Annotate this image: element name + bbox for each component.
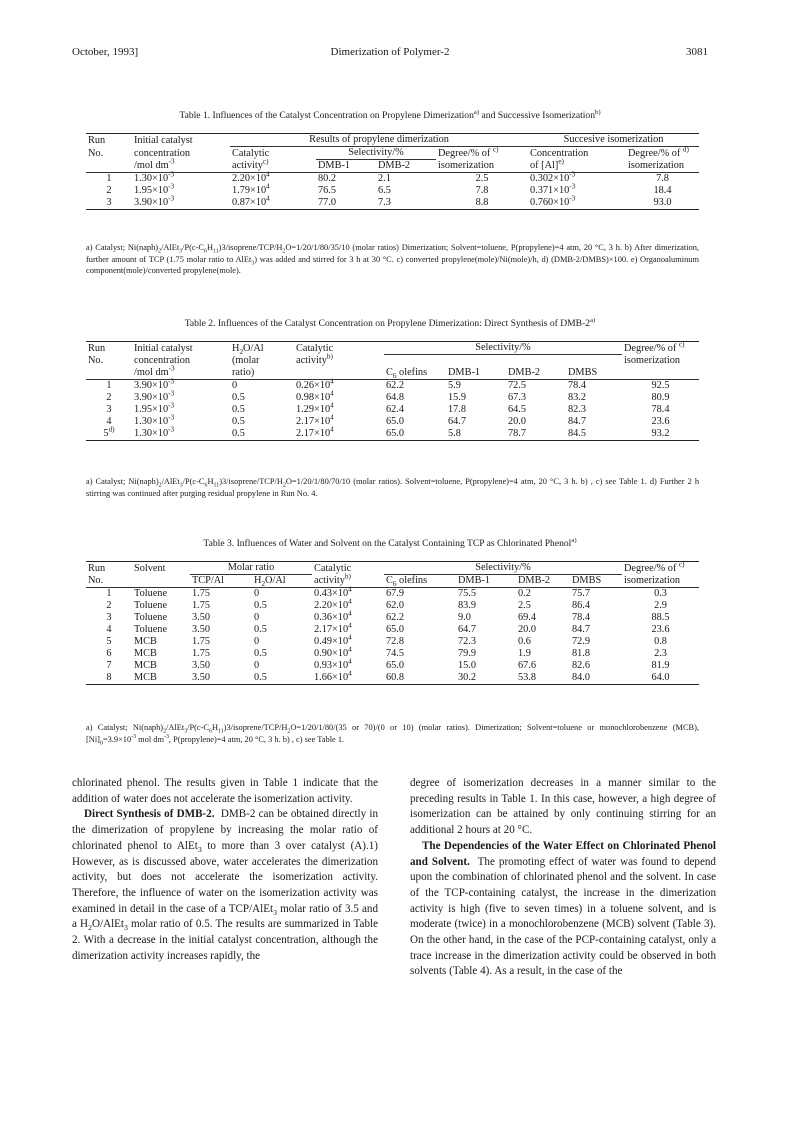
table3-cell: 65.0 bbox=[386, 660, 405, 671]
table3-cell: 0 bbox=[254, 612, 260, 623]
table-row bbox=[86, 648, 699, 660]
table2-cell: 0.5 bbox=[232, 404, 245, 415]
t2-h-selectivity: Selectivity/% bbox=[384, 342, 622, 355]
table3-cell: 3 bbox=[106, 612, 112, 623]
table2-cell: 78.7 bbox=[506, 428, 566, 441]
table3-cell: 3.50 bbox=[192, 612, 211, 623]
table3-cell: MCB bbox=[134, 648, 157, 659]
table3-cell: 53.8 bbox=[516, 672, 570, 685]
table2-cell: 1 bbox=[106, 380, 112, 391]
table3-cell: 83.9 bbox=[458, 600, 477, 611]
table3-cell: $0.49\times 10^4$ bbox=[314, 633, 352, 647]
table2-notes: a) Catalyst; $Ni(naph)_2/AlEt_3/P(c-C_6H_{11})3/isoprene/TCP/H_2O=1/20/1/80/70/10$ (molar ratios). Solvent=toluene, P(propylene)=4 atm, 20 °C, 3 h. b) , c) see Table 1. d) Further 2 h stirring was continued after purging residual propylene in Run No. 4. bbox=[86, 477, 700, 498]
table2-cell: $1.30\times 10^{-3}$ bbox=[132, 428, 230, 441]
table3-cell: 3.50 bbox=[192, 624, 211, 635]
table2-cell: 0 bbox=[232, 380, 238, 391]
table2-cell: 15.9 bbox=[448, 392, 467, 403]
t1-h-degree2-1: Degree/% of $^{d)}$ bbox=[628, 145, 689, 159]
t1-h-dmb2: DMB-2 bbox=[376, 160, 436, 173]
table3-cell: 75.5 bbox=[458, 588, 477, 599]
table2-cell: 64.5 bbox=[508, 404, 527, 415]
table2-cell: 2 bbox=[106, 392, 112, 403]
table3-cell: $2.20\times 10^4$ bbox=[314, 597, 352, 611]
table2-cell: 62.2 bbox=[386, 380, 405, 391]
table2-cell: 64.8 bbox=[386, 392, 405, 403]
t2-h-h2oal-1: $H_2O/Al$ bbox=[232, 342, 264, 356]
table3-cell: 2 bbox=[106, 600, 112, 611]
table2-cell: 62.4 bbox=[386, 404, 405, 415]
table-row bbox=[86, 404, 699, 416]
table3-cell: 0 bbox=[254, 636, 260, 647]
table3-cell: 0 bbox=[254, 660, 260, 671]
left-paragraph-2 bbox=[72, 807, 378, 964]
t1-h-conc-2: of $[Al]^{e)}$ bbox=[528, 160, 626, 173]
table3-cell: 65.0 bbox=[386, 624, 405, 635]
t3-h-degree-2: isomerization bbox=[622, 575, 699, 588]
table1-cell: 2 bbox=[106, 185, 112, 196]
table3-cell: 75.7 bbox=[572, 588, 591, 599]
section-heading-water-effect: The Dependencies of the Water Effect on Chlorinated Phenol and Solvent. bbox=[410, 839, 716, 868]
table-row bbox=[86, 636, 699, 648]
table3-cell: 0.5 bbox=[254, 600, 267, 611]
t1-group-dimerization: Results of propylene dimerization bbox=[230, 134, 528, 147]
table1-cell: 8.8 bbox=[436, 197, 528, 210]
table3-cell: 9.0 bbox=[458, 612, 471, 623]
table3-cell: $0.36\times 10^4$ bbox=[314, 609, 352, 623]
table3-cell: 62.0 bbox=[386, 600, 405, 611]
table3-cell: 72.3 bbox=[458, 636, 477, 647]
table2-cell: 84.5 bbox=[566, 428, 622, 441]
table2-cell: $1.29\times 10^4$ bbox=[296, 401, 334, 415]
right-paragraph-1: degree of isomerization decreases in a manner similar to the preceding results in Table 1. In this case, however, a high degree of isomerization can be attained by only continuing stirring for an additional 2 hours at 20 °C. bbox=[410, 777, 716, 837]
table-row bbox=[86, 428, 699, 441]
table2-cell: 20.0 bbox=[508, 416, 527, 427]
table3-cell: 64.7 bbox=[458, 624, 477, 635]
table3-cell: 0.6 bbox=[518, 636, 531, 647]
t3-h-tcpal: TCP/Al bbox=[190, 575, 252, 588]
table2-cell: $2.17\times 10^4$ bbox=[294, 428, 384, 441]
table2-cell: 65.0 bbox=[384, 428, 446, 441]
right-paragraph-2 bbox=[410, 839, 716, 980]
table1-cell: 93.0 bbox=[626, 197, 699, 210]
table3-cell: 3.50 bbox=[192, 660, 211, 671]
table1-cell: $3.90\times 10^{-3}$ bbox=[132, 197, 230, 210]
table2-cell: 72.5 bbox=[508, 380, 527, 391]
t1-h-run-1: Run bbox=[88, 134, 106, 146]
table3-cell: $2.17\times 10^4$ bbox=[314, 621, 352, 635]
table3-cell: 67.9 bbox=[386, 588, 405, 599]
table1-cell: 2.1 bbox=[378, 173, 391, 184]
table3-cell: 2.3 bbox=[654, 648, 667, 659]
t2-h-h2oal-2: (molar bbox=[232, 355, 260, 366]
table2-cell: $1.30\times 10^{-3}$ bbox=[134, 413, 175, 427]
t1-h-degree2-2: isomerization bbox=[626, 160, 699, 173]
table-row bbox=[86, 624, 699, 636]
table-row bbox=[86, 380, 699, 393]
table1-cell: 6.5 bbox=[378, 185, 391, 196]
t3-h-c6: $C_6$ olefins bbox=[384, 575, 456, 588]
table1-cell: $0.302\times 10^{-3}$ bbox=[530, 170, 576, 184]
t3-h-solvent: Solvent bbox=[134, 562, 166, 574]
table3-cell: 84.7 bbox=[572, 624, 591, 635]
table3-cell: 23.6 bbox=[651, 624, 670, 635]
t3-h-catalytic-1: Catalytic bbox=[314, 562, 352, 574]
t3-h-catalytic-2: activity$^{b)}$ bbox=[312, 575, 384, 588]
table2-cell: 65.0 bbox=[386, 416, 405, 427]
table3-cell: 0.5 bbox=[254, 648, 267, 659]
page-number: 3081 bbox=[686, 46, 708, 58]
table3-cell: 62.2 bbox=[386, 612, 405, 623]
table1-cell: $1.79\times 10^4$ bbox=[232, 182, 270, 196]
table2-cell: 0.5 bbox=[232, 392, 245, 403]
table3-cell: 20.0 bbox=[518, 624, 537, 635]
table3-cell: 8 bbox=[86, 672, 132, 685]
header-date: October, 1993] bbox=[72, 46, 139, 58]
table2-cell: $3.90\times 10^{-3}$ bbox=[134, 377, 175, 391]
table3-cell: 86.4 bbox=[572, 600, 591, 611]
table3-cell: 81.8 bbox=[572, 648, 591, 659]
table1-cell: 7.3 bbox=[376, 197, 436, 210]
table2-cell: $2.17\times 10^4$ bbox=[296, 413, 334, 427]
table3-cell: 64.0 bbox=[622, 672, 699, 685]
table1-cell: 7.8 bbox=[475, 185, 489, 196]
t2-h-dmb2: DMB-2 bbox=[506, 367, 566, 380]
table3-cell: 1.75 bbox=[192, 588, 211, 599]
table3-cell: 30.2 bbox=[456, 672, 516, 685]
t1-h-catalytic-1: Catalytic bbox=[232, 147, 270, 159]
table3-cell: 72.9 bbox=[572, 636, 591, 647]
table1-cell: 77.0 bbox=[316, 197, 376, 210]
t1-h-initial-2: concentration bbox=[134, 147, 191, 159]
table1-cell: $0.371\times 10^{-3}$ bbox=[530, 182, 576, 196]
table3-cell: 2.9 bbox=[654, 600, 667, 611]
t1-h-degree-1: Degree/% of $^{c)}$ bbox=[438, 145, 499, 159]
table3-caption: Table 3. Influences of Water and Solvent on the Catalyst Containing TCP as Chlorinated Phenol$^{a)}$ bbox=[203, 536, 577, 549]
table2-cell: $0.98\times 10^4$ bbox=[296, 389, 334, 403]
t1-h-conc-1: Concentration bbox=[530, 147, 589, 159]
t3-h-run-2: No. bbox=[86, 575, 132, 588]
table3-cell: MCB bbox=[134, 636, 157, 647]
table1-notes: a) Catalyst; $Ni(naph)_2/AlEt_3/P(c-C_6H_{11})3/isoprene/TCP/H_2O=1/20/1/80/35/10$ (molar ratios) Dimerization; Solvent=toluene, P(propylene)=4 atm, 20 °C, 3 h. b) After dimerization, further amount of TCP (1.75 molar ratio to AlEt$_3$) was added and stirred for 3 h at 30 °C. c) converted propylene(mole)/Ni(mole)/h, d) (DMB-2/DMBS)×100. e) Organoaluminum component(mole)/converted propylene(mole). bbox=[86, 243, 699, 275]
table2-cell: 84.7 bbox=[568, 416, 587, 427]
table2-cell: 3 bbox=[106, 404, 112, 415]
t1-h-run-2: No. bbox=[88, 147, 104, 159]
t2-h-initial-1: Initial catalyst bbox=[134, 342, 193, 354]
table3-cell: 6 bbox=[106, 648, 112, 659]
t1-h-catalytic-2: activity$^{c)}$ bbox=[230, 160, 316, 173]
t1-h-selectivity: Selectivity/% bbox=[316, 147, 436, 160]
table2-cell: 82.3 bbox=[568, 404, 587, 415]
table1-cell: 80.2 bbox=[318, 173, 337, 184]
table-row bbox=[86, 588, 699, 601]
table3-cell: 2.5 bbox=[518, 600, 531, 611]
table3-cell: 0.3 bbox=[654, 588, 667, 599]
table2-cell: 93.2 bbox=[622, 428, 699, 441]
table2-cell: $0.26\times 10^4$ bbox=[296, 377, 334, 391]
header-title: Dimerization of Polymer-2 bbox=[330, 46, 450, 58]
t3-h-run-1: Run bbox=[88, 562, 106, 574]
table2-body bbox=[86, 377, 699, 441]
table2-cell: 83.2 bbox=[568, 392, 587, 403]
table2-cell: 4 bbox=[106, 416, 112, 427]
left-paragraph-1: chlorinated phenol. The results given in Table 1 indicate that the addition of water does not accelerate the isomerization activity. bbox=[72, 777, 378, 805]
table2-cell: 0.5 bbox=[232, 416, 245, 427]
table1-caption: Table 1. Influences of the Catalyst Concentration on Propylene Dimerization$^{a)}$ and Successive Isomerization$^{b)}$ bbox=[179, 108, 601, 121]
table2-cell: 78.4 bbox=[568, 380, 587, 391]
table2-cell: 92.5 bbox=[651, 380, 670, 391]
table2-cell: 0.5 bbox=[230, 428, 294, 441]
table3-cell: 78.4 bbox=[572, 612, 591, 623]
left-column bbox=[72, 776, 378, 964]
table3-cell: $0.43\times 10^4$ bbox=[314, 585, 352, 599]
t1-h-degree-2: isomerization bbox=[436, 160, 528, 173]
table2-cell: 5.9 bbox=[448, 380, 461, 391]
table3-cell: 1.9 bbox=[518, 648, 531, 659]
table2-cell: 78.4 bbox=[651, 404, 670, 415]
table3-cell: 67.6 bbox=[518, 660, 537, 671]
table3-cell: 5 bbox=[106, 636, 112, 647]
table3-cell: Toluene bbox=[134, 600, 168, 611]
t2-h-dmb1: DMB-1 bbox=[446, 367, 506, 380]
table3-cell: 0.8 bbox=[654, 636, 667, 647]
table3-cell: 72.8 bbox=[386, 636, 405, 647]
table1-cell: $0.760\times 10^{-3}$ bbox=[528, 197, 626, 210]
right-paragraph-2-text: The promoting effect of water was found to depend upon the combination of chlorinated phenol and the solvent. In case of the TCP-containing catalyst, the increase in the dimerization activity is high (five to seven times) in a toluene solvent, and is moderate (twice) in a monochlorobenzene (MCB) solvent (Table 3). On the other hand, in the case of the PCP-containing catalyst, only a trace increase in the dimerization activity could be observed in both solvents (Table 4). As a result, in the case of the bbox=[410, 855, 716, 978]
right-column bbox=[410, 776, 716, 980]
table3-cell: $0.93\times 10^4$ bbox=[314, 657, 352, 671]
table1-cell: 7.8 bbox=[656, 173, 669, 184]
table3-body bbox=[86, 585, 699, 685]
table2-cell: 23.6 bbox=[651, 416, 670, 427]
t2-h-h2oal-3: ratio) bbox=[230, 367, 294, 380]
table1 bbox=[86, 133, 699, 210]
table3-cell: 74.5 bbox=[386, 648, 405, 659]
table2-caption: Table 2. Influences of the Catalyst Concentration on Propylene Dimerization: Direct Synthesis of DMB-2$^{a)}$ bbox=[184, 316, 596, 329]
table-row bbox=[86, 660, 699, 672]
table1-cell: $0.87\times 10^4$ bbox=[230, 197, 316, 210]
table3-cell: MCB bbox=[132, 672, 190, 685]
table-row bbox=[86, 612, 699, 624]
t2-h-run-1: Run bbox=[88, 342, 106, 354]
t1-group-isomerization: Succesive isomerization bbox=[528, 134, 699, 147]
table1-cell: $2.20\times 10^4$ bbox=[232, 170, 270, 184]
table2-cell: $3.90\times 10^{-3}$ bbox=[134, 389, 175, 403]
table2-cell: 5.8 bbox=[446, 428, 506, 441]
t2-h-c6: $C_6$ olefins bbox=[384, 367, 446, 380]
t2-h-degree-1: Degree/% of $^{c)}$ bbox=[624, 340, 685, 354]
table-row bbox=[86, 672, 699, 685]
t1-h-initial-1: Initial catalyst bbox=[134, 134, 193, 146]
table3-cell: 69.4 bbox=[518, 612, 537, 623]
table3-cell: 0 bbox=[254, 588, 260, 599]
table-row bbox=[86, 416, 699, 428]
table3-cell: Toluene bbox=[134, 588, 168, 599]
table2-cell: 5$^{d)}$ bbox=[86, 428, 132, 441]
t3-h-selectivity: Selectivity/% bbox=[384, 562, 622, 575]
table3-cell: Toluene bbox=[134, 612, 168, 623]
table1-cell: 18.4 bbox=[653, 185, 672, 196]
table2-cell: 67.3 bbox=[508, 392, 527, 403]
table1-cell: 76.5 bbox=[318, 185, 337, 196]
table3-cell: 81.9 bbox=[651, 660, 670, 671]
t2-h-catalytic-2: activity$^{b)}$ bbox=[296, 352, 333, 366]
t1-h-initial-3: /mol $dm^{-3}$ bbox=[132, 160, 230, 173]
table-row bbox=[86, 185, 699, 197]
table2-cell: $1.95\times 10^{-3}$ bbox=[134, 401, 175, 415]
table1-cell: 1 bbox=[106, 173, 112, 184]
t3-h-dmbs: DMBS bbox=[570, 575, 622, 588]
table3-cell: 82.6 bbox=[572, 660, 591, 671]
running-head bbox=[72, 46, 708, 60]
table-row bbox=[86, 600, 699, 612]
table3-cell: 88.5 bbox=[651, 612, 670, 623]
table1-cell: 2.5 bbox=[475, 173, 489, 184]
t3-h-dmb2: DMB-2 bbox=[516, 575, 570, 588]
table-row bbox=[86, 392, 699, 404]
table3-cell: 7 bbox=[106, 660, 112, 671]
t2-h-degree-2: isomerization bbox=[624, 355, 681, 366]
t2-h-initial-2: concentration bbox=[134, 355, 191, 366]
left-paragraph-2-text: DMB-2 can be obtained directly in the dimerization of propylene by increasing the molar ratio of chlorinated phenol to AlEt$_3$ to more than 3 over catalyst (A).1) However, as is discussed above, water accelerates the dimerization activity, but does not accelerate the isomerization activity. Therefore, the influence of water on the isomerization activity was examined in detail in the case of a TCP/AlEt$_3$ molar ratio of 3.5 and a $H_2O/AlEt_3$ molar ratio of 0.5. The results are summarized in Table 2. With a decrease in the initial catalyst concentration, although the dimerization activity increases rapidly, the bbox=[72, 808, 378, 962]
t3-h-degree-1: Degree/% of $^{c)}$ bbox=[624, 560, 685, 574]
table2-cell: 17.8 bbox=[448, 404, 467, 415]
table3-cell: 1.75 bbox=[192, 636, 211, 647]
table3-cell: 60.8 bbox=[384, 672, 456, 685]
table-row bbox=[86, 173, 699, 186]
table3-cell: $1.66\times 10^4$ bbox=[312, 672, 384, 685]
t2-h-dmbs: DMBS bbox=[566, 367, 622, 380]
t2-h-catalytic-1: Catalytic bbox=[296, 342, 334, 354]
table3-cell: Toluene bbox=[134, 624, 168, 635]
table2-cell: 64.7 bbox=[448, 416, 467, 427]
table2 bbox=[86, 341, 699, 441]
table3-cell: 1.75 bbox=[192, 600, 211, 611]
table3-cell: 0.5 bbox=[252, 672, 312, 685]
table1-cell: $1.30\times 10^{-3}$ bbox=[134, 170, 175, 184]
table3-cell: 1.75 bbox=[192, 648, 211, 659]
table3-cell: 1 bbox=[106, 588, 112, 599]
table3-cell: $0.90\times 10^4$ bbox=[314, 645, 352, 659]
table3-cell: 4 bbox=[106, 624, 112, 635]
table3-cell: 15.0 bbox=[458, 660, 477, 671]
section-heading-direct-synthesis: Direct Synthesis of DMB-2. bbox=[84, 808, 215, 821]
t1-h-dmb1: DMB-1 bbox=[316, 160, 376, 173]
table3-cell: 3.50 bbox=[190, 672, 252, 685]
table-row bbox=[86, 197, 699, 210]
table3-cell: 0.5 bbox=[254, 624, 267, 635]
t3-h-h2oal: $H_2O/Al$ bbox=[252, 575, 312, 588]
table3 bbox=[86, 561, 699, 685]
t2-h-initial-3: /mol $dm^{-3}$ bbox=[132, 367, 230, 380]
table3-cell: 79.9 bbox=[458, 648, 477, 659]
table1-cell: 3 bbox=[86, 197, 132, 210]
t3-h-dmb1: DMB-1 bbox=[456, 575, 516, 588]
table1-cell: $1.95\times 10^{-3}$ bbox=[134, 182, 175, 196]
table3-cell: 84.0 bbox=[570, 672, 622, 685]
table3-cell: 0.2 bbox=[518, 588, 531, 599]
table1-body bbox=[86, 170, 699, 210]
t2-h-run-2: No. bbox=[88, 355, 104, 366]
t3-h-molar: Molar ratio bbox=[190, 562, 312, 575]
table3-cell: MCB bbox=[134, 660, 157, 671]
table3-notes: a) Catalyst; $Ni(naph)_2/AlEt_3/P(c-C_6H_{11})3/isoprene/TCP/H_2O=1/20/1/80/(35$ or 70)/(0 or 10) (molar ratios). Dimerization; Solvent=toluene or monochlorobenzene (MCB), $[Ni]_0=3.9\times 10^{-3}$ mol $dm^{-3}$, P(propylene)=4 atm, 20 °C, 3 h. b) , c) see Table 1. bbox=[86, 723, 699, 747]
table2-cell: 80.9 bbox=[651, 392, 670, 403]
